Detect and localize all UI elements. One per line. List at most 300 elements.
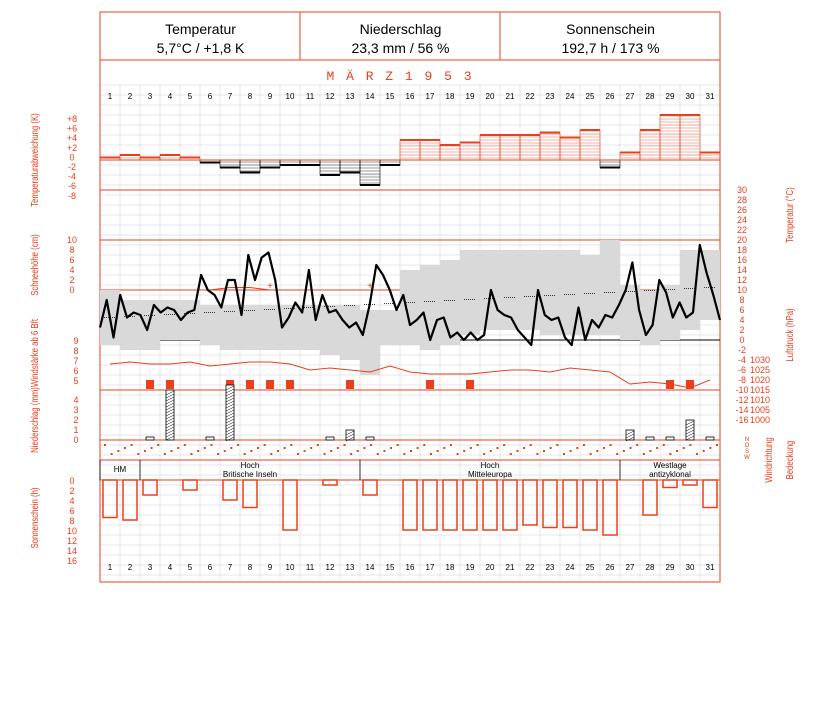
wind-bft6-marker [426, 380, 434, 389]
day-number-bottom: 13 [345, 563, 355, 572]
wind-direction-dot [237, 444, 239, 446]
wind-direction-dot [643, 453, 645, 455]
tick-precipitation: 4 [73, 395, 79, 405]
wind-direction-dot [270, 453, 272, 455]
precipitation-bar [326, 437, 334, 440]
tick-wind: 8 [73, 346, 79, 356]
ylabel-precipitation: Niederschlag (mm) [29, 387, 41, 453]
sunshine-bar [663, 480, 677, 488]
tick-air-pressure: 1010 [749, 395, 771, 405]
tick-temperature: 10 [736, 285, 748, 295]
tick-temperature-deviation: -6 [67, 181, 77, 192]
tick-temperature: 0 [739, 335, 745, 345]
day-number-top: 21 [505, 92, 515, 101]
day-number-bottom: 20 [485, 563, 495, 572]
tick-temperature-deviation: +6 [66, 123, 78, 134]
day-number-top: 12 [325, 92, 335, 101]
tick-temperature-deviation: 0 [69, 152, 75, 163]
wind-bft6-marker [346, 380, 354, 389]
tick-temperature: 8 [739, 295, 745, 305]
deviation-bar [320, 160, 340, 175]
wind-direction-dot [250, 450, 252, 452]
day-number-bottom: 15 [385, 563, 395, 572]
day-number-top: 5 [187, 92, 193, 101]
wind-direction-dot [463, 450, 465, 452]
wind-direction-dot [310, 447, 312, 449]
wind-direction-dot [137, 453, 139, 455]
wind-direction-dot [689, 444, 691, 446]
header-sunshine-label: Sonnenschein [566, 21, 655, 37]
precipitation-bar [666, 437, 674, 440]
wind-direction-dot [171, 450, 173, 452]
sunshine-bar [683, 480, 697, 485]
wind-direction-dot [636, 444, 638, 446]
precipitation-series [146, 385, 714, 441]
tick-precipitation: 1 [73, 425, 79, 435]
tick-temperature-deviation: +8 [66, 114, 78, 124]
weather-pattern-label: antizyklonal [649, 470, 691, 479]
header-sunshine-value: 192,7 h / 173 % [561, 40, 660, 56]
wind-bft6-marker [286, 380, 294, 389]
deviation-bar [700, 153, 720, 161]
sunshine-series [103, 480, 717, 535]
wind-direction-dot [596, 450, 598, 452]
deviation-bar [520, 135, 540, 160]
deviation-bar [620, 153, 640, 161]
day-number-bottom: 9 [267, 563, 273, 572]
tick-sunshine: 16 [66, 556, 78, 566]
wind-bft6-marker [266, 380, 274, 389]
ylabel-wind-direction: Windrichtung [763, 437, 775, 483]
wind-direction-dot [264, 444, 266, 446]
tick-precipitation: 3 [73, 405, 79, 415]
day-number-bottom: 31 [705, 563, 715, 572]
weather-pattern-label: Hoch [240, 461, 260, 470]
sunshine-bar [323, 480, 337, 485]
wind-direction-dot [716, 444, 718, 446]
tick-temperature: 14 [736, 265, 748, 275]
wind-direction-dot [696, 453, 698, 455]
day-number-bottom: 10 [285, 563, 295, 572]
sunshine-bar [703, 480, 717, 508]
ylabel-sunshine: Sonnenschein (h) [29, 487, 41, 549]
day-number-top: 8 [247, 92, 253, 101]
tick-sunshine: 12 [66, 536, 78, 546]
deviation-bar [680, 115, 700, 160]
wind-direction-dot [556, 444, 558, 446]
tick-temperature-deviation: +2 [66, 142, 78, 153]
ylabel-air-pressure: Luftdruck (hPa) [784, 308, 796, 362]
tick-temperature: 30 [736, 185, 748, 195]
sunshine-bar [103, 480, 117, 518]
precipitation-bar [206, 437, 214, 440]
sunshine-bar [603, 480, 617, 535]
weather-pattern-label: Mitteleuropa [467, 470, 513, 479]
wind-direction-dot [383, 450, 385, 452]
tick-temperature: 24 [736, 215, 748, 225]
day-number-bottom: 24 [565, 563, 575, 572]
day-number-bottom: 27 [625, 563, 635, 572]
day-number-top: 24 [565, 92, 575, 101]
wind-direction-dot [224, 450, 226, 452]
tick-temperature-deviation: -8 [67, 190, 77, 201]
day-number-bottom: 14 [365, 563, 375, 572]
day-number-top: 30 [685, 92, 695, 101]
day-number-top: 22 [525, 92, 535, 101]
precipitation-bar [646, 437, 654, 440]
day-number-top: 3 [147, 92, 153, 101]
wind-bft6-marker [666, 380, 674, 389]
wind-direction-dot [423, 444, 425, 446]
day-number-bottom: 21 [505, 563, 515, 572]
wind-direction-dot [443, 447, 445, 449]
day-number-top: 10 [285, 92, 295, 101]
wind-direction-dot [277, 450, 279, 452]
wind-direction-dot [151, 447, 153, 449]
wind-direction-dot [503, 444, 505, 446]
wind-direction-dot [204, 447, 206, 449]
ylabel-temperature-deviation: Temperaturabweichung (K) [29, 113, 41, 207]
ylabel-cover: Bedeckung [784, 440, 796, 480]
day-number-top: 2 [127, 92, 133, 101]
wind-direction-dot [124, 447, 126, 449]
sunshine-bar [543, 480, 557, 528]
wind-direction-dot [357, 450, 359, 452]
tick-wind: 6 [73, 366, 79, 376]
wind-direction-dot [663, 444, 665, 446]
wind-direction-series [104, 444, 718, 455]
day-number-top: 31 [705, 92, 715, 101]
tick-temperature: -14 [735, 405, 749, 415]
wind-direction-dot [530, 444, 532, 446]
wind-direction-dot [330, 450, 332, 452]
wind-bft6-marker [246, 380, 254, 389]
tick-wind: 7 [73, 356, 79, 366]
tick-temperature: -16 [735, 415, 749, 425]
day-number-top: 29 [665, 92, 675, 101]
wind-direction-dot [284, 447, 286, 449]
wind-direction-dot [430, 453, 432, 455]
day-number-top: 26 [605, 92, 615, 101]
wind-bft6-marker [466, 380, 474, 389]
wind-direction-dot [523, 447, 525, 449]
wind-direction-dot [683, 447, 685, 449]
wind-bft6-marker [686, 380, 694, 389]
deviation-bar [500, 135, 520, 160]
wind-direction-dot [516, 450, 518, 452]
wind-direction-dot [197, 450, 199, 452]
day-number-bottom: 3 [147, 563, 153, 572]
ylabel-wind: Windstärke ab 6 Bft [29, 319, 41, 387]
wind-direction-dot [403, 453, 405, 455]
wind-direction-dot [177, 447, 179, 449]
tick-temperature: 6 [739, 305, 745, 315]
day-number-top: 11 [305, 92, 315, 101]
wind-direction-dot [669, 453, 671, 455]
tick-sunshine: 6 [69, 506, 75, 516]
day-number-top: 7 [227, 92, 233, 101]
day-number-top: 27 [625, 92, 635, 101]
tick-temperature-deviation: -2 [67, 162, 77, 172]
wind-direction-dot [104, 444, 106, 446]
day-number-bottom: 5 [187, 563, 193, 572]
tick-air-pressure: 1015 [749, 385, 771, 395]
tick-temperature: 18 [736, 245, 748, 255]
tick-snow-depth: 8 [69, 245, 75, 255]
tick-snow-depth: 2 [69, 275, 75, 285]
month-title: M Ä R Z 1 9 5 3 [326, 69, 474, 84]
tick-wind-direction: N [744, 437, 750, 443]
tick-wind-direction: O [744, 443, 750, 449]
tick-temperature: 4 [739, 315, 745, 325]
temperature-deviation-series [100, 115, 720, 185]
precipitation-bar [366, 437, 374, 440]
wind-direction-dot [590, 453, 592, 455]
wind-direction-dot [543, 450, 545, 452]
wind-direction-dot [363, 447, 365, 449]
day-number-top: 14 [365, 92, 375, 101]
sunshine-bar [363, 480, 377, 495]
wind-direction-dot [576, 447, 578, 449]
wind-direction-dot [437, 450, 439, 452]
header-temperature-value: 5,7°C / +1,8 K [156, 40, 245, 56]
wind-direction-dot [623, 450, 625, 452]
snow-depth-marker: + [367, 281, 373, 292]
tick-air-pressure: 1030 [749, 355, 771, 365]
tick-wind: 9 [73, 336, 79, 346]
wind-direction-dot [131, 444, 133, 446]
wind-direction-dot [490, 450, 492, 452]
header-precipitation [301, 12, 500, 60]
tick-wind-direction: S [744, 449, 750, 455]
day-number-bottom: 7 [227, 563, 233, 572]
ylabel-snow-depth: Schneehöhe (cm) [29, 234, 41, 296]
wind-direction-dot [343, 444, 345, 446]
wind-direction-dot [324, 453, 326, 455]
wind-direction-dot [536, 453, 538, 455]
wind-direction-dot [297, 453, 299, 455]
header-precipitation-label: Niederschlag [359, 21, 442, 37]
day-number-bottom: 23 [545, 563, 555, 572]
day-number-bottom: 8 [247, 563, 253, 572]
wind-direction-dot [117, 450, 119, 452]
tick-temperature: 26 [736, 205, 748, 215]
tick-precipitation: 2 [73, 415, 79, 425]
day-number-top: 1 [107, 92, 113, 101]
wind-direction-dot [397, 444, 399, 446]
wind-direction-dot [563, 453, 565, 455]
tick-temperature: -4 [737, 355, 747, 365]
wind-direction-dot [649, 450, 651, 452]
day-number-bottom: 19 [465, 563, 475, 572]
header-precipitation-value: 23,3 mm / 56 % [351, 40, 450, 56]
weather-pattern-label: Westlage [653, 461, 687, 470]
wind-direction-dot [457, 453, 459, 455]
day-number-top: 23 [545, 92, 555, 101]
wind-direction-dot [304, 450, 306, 452]
wind-direction-dot [190, 453, 192, 455]
wind-direction-dot [144, 450, 146, 452]
day-number-bottom: 17 [425, 563, 435, 572]
tick-temperature-deviation: +4 [66, 133, 78, 144]
sunshine-bar [563, 480, 577, 528]
day-number-bottom: 16 [405, 563, 415, 572]
tick-air-pressure: 1000 [749, 415, 771, 425]
tick-sunshine: 0 [69, 476, 75, 486]
wind-direction-dot [656, 447, 658, 449]
wind-direction-dot [210, 444, 212, 446]
day-number-top: 20 [485, 92, 495, 101]
snow-depth-marker: + [267, 281, 273, 292]
tick-snow-depth: 10 [66, 235, 78, 245]
wind-direction-dot [709, 447, 711, 449]
day-number-bottom: 18 [445, 563, 455, 572]
tick-sunshine: 14 [66, 546, 78, 556]
wind-direction-dot [676, 450, 678, 452]
precipitation-bar [146, 437, 154, 440]
tick-air-pressure: 1020 [749, 375, 771, 385]
wind-direction-dot [570, 450, 572, 452]
day-number-bottom: 26 [605, 563, 615, 572]
deviation-bar [260, 160, 280, 168]
tick-sunshine: 4 [69, 496, 75, 506]
tick-temperature-deviation: -4 [67, 171, 77, 182]
day-number-bottom: 1 [107, 563, 113, 572]
day-number-top: 9 [267, 92, 273, 101]
sunshine-bar [223, 480, 237, 500]
header-temperature-label: Temperatur [165, 21, 236, 37]
day-number-bottom: 28 [645, 563, 655, 572]
wind-direction-dot [603, 447, 605, 449]
wind-direction-dot [616, 453, 618, 455]
deviation-bar [660, 115, 680, 160]
weather-pattern-label: Britische Inseln [222, 470, 278, 479]
weather-pattern-label: HM [113, 465, 127, 474]
tick-precipitation: 0 [73, 435, 79, 445]
day-number-bottom: 25 [585, 563, 595, 572]
sunshine-bar [523, 480, 537, 525]
day-number-bottom: 11 [305, 563, 315, 572]
tick-air-pressure: 1005 [749, 405, 771, 415]
wind-direction-dot [496, 447, 498, 449]
wind-direction-dot [377, 453, 379, 455]
day-number-bottom: 2 [127, 563, 133, 572]
wind-direction-dot [350, 453, 352, 455]
tick-temperature: 28 [736, 195, 748, 205]
tick-temperature: -2 [737, 345, 747, 355]
day-number-top: 15 [385, 92, 395, 101]
header-temperature [101, 12, 300, 60]
wind-direction-dot [610, 444, 612, 446]
day-number-top: 13 [345, 92, 355, 101]
tick-air-pressure: 1025 [749, 365, 771, 375]
deviation-bar [360, 160, 380, 185]
day-number-top: 18 [445, 92, 455, 101]
wind-direction-dot [510, 453, 512, 455]
wind-direction-dot [217, 453, 219, 455]
day-number-top: 16 [405, 92, 415, 101]
wind-direction-dot [483, 453, 485, 455]
wind-direction-dot [390, 447, 392, 449]
deviation-bar [560, 138, 580, 161]
day-number-top: 25 [585, 92, 595, 101]
precipitation-bar [706, 437, 714, 440]
deviation-bar [220, 160, 240, 168]
wind-direction-dot [470, 447, 472, 449]
tick-snow-depth: 0 [69, 285, 75, 295]
day-number-bottom: 29 [665, 563, 675, 572]
sunshine-bar [123, 480, 137, 520]
wind-direction-dot [290, 444, 292, 446]
wind-direction-dot [257, 447, 259, 449]
day-number-bottom: 22 [525, 563, 535, 572]
ylabel-temperature: Temperatur (°C) [784, 187, 796, 243]
wind-direction-dot [337, 447, 339, 449]
wind-direction-dot [417, 447, 419, 449]
wind-direction-dot [450, 444, 452, 446]
weather-pattern-label: Hoch [480, 461, 500, 470]
tick-wind: 5 [73, 376, 79, 386]
day-number-top: 17 [425, 92, 435, 101]
tick-temperature: -12 [735, 395, 749, 405]
wind-direction-dot [111, 453, 113, 455]
wind-direction-dot [703, 450, 705, 452]
tick-temperature: 12 [736, 275, 748, 285]
tick-temperature: 16 [736, 255, 748, 265]
tick-temperature: 20 [736, 235, 748, 245]
wind-direction-dot [370, 444, 372, 446]
tick-sunshine: 2 [69, 486, 75, 496]
wind-direction-dot [317, 444, 319, 446]
wind-direction-dot [230, 447, 232, 449]
wind-bft6-marker [166, 380, 174, 389]
tick-temperature: 2 [739, 325, 745, 335]
wind-direction-dot [583, 444, 585, 446]
day-number-bottom: 6 [207, 563, 213, 572]
wind-direction-dot [477, 444, 479, 446]
tick-snow-depth: 4 [69, 265, 75, 275]
deviation-bar [480, 135, 500, 160]
day-number-top: 6 [207, 92, 213, 101]
wind-direction-dot [157, 444, 159, 446]
day-number-bottom: 30 [685, 563, 695, 572]
tick-sunshine: 8 [69, 516, 75, 526]
day-number-bottom: 4 [167, 563, 173, 572]
tick-temperature: -8 [737, 375, 747, 385]
sunshine-bar [243, 480, 257, 508]
tick-temperature: -6 [737, 365, 747, 375]
deviation-bar [440, 145, 460, 160]
tick-sunshine: 10 [66, 526, 78, 536]
day-number-top: 19 [465, 92, 475, 101]
wind-bft6-marker [146, 380, 154, 389]
wind-direction-dot [244, 453, 246, 455]
wind-direction-dot [184, 444, 186, 446]
wind-direction-dot [630, 447, 632, 449]
deviation-bar [600, 160, 620, 168]
day-number-bottom: 12 [325, 563, 335, 572]
deviation-bar [540, 133, 560, 161]
tick-temperature: 22 [736, 225, 748, 235]
day-number-top: 4 [167, 92, 173, 101]
tick-wind-direction: W [744, 455, 750, 461]
wind-direction-dot [410, 450, 412, 452]
tick-snow-depth: 6 [69, 255, 75, 265]
tick-temperature: -10 [735, 385, 749, 395]
day-number-top: 28 [645, 92, 655, 101]
wind-direction-dot [550, 447, 552, 449]
weather-pattern-row [100, 460, 620, 480]
